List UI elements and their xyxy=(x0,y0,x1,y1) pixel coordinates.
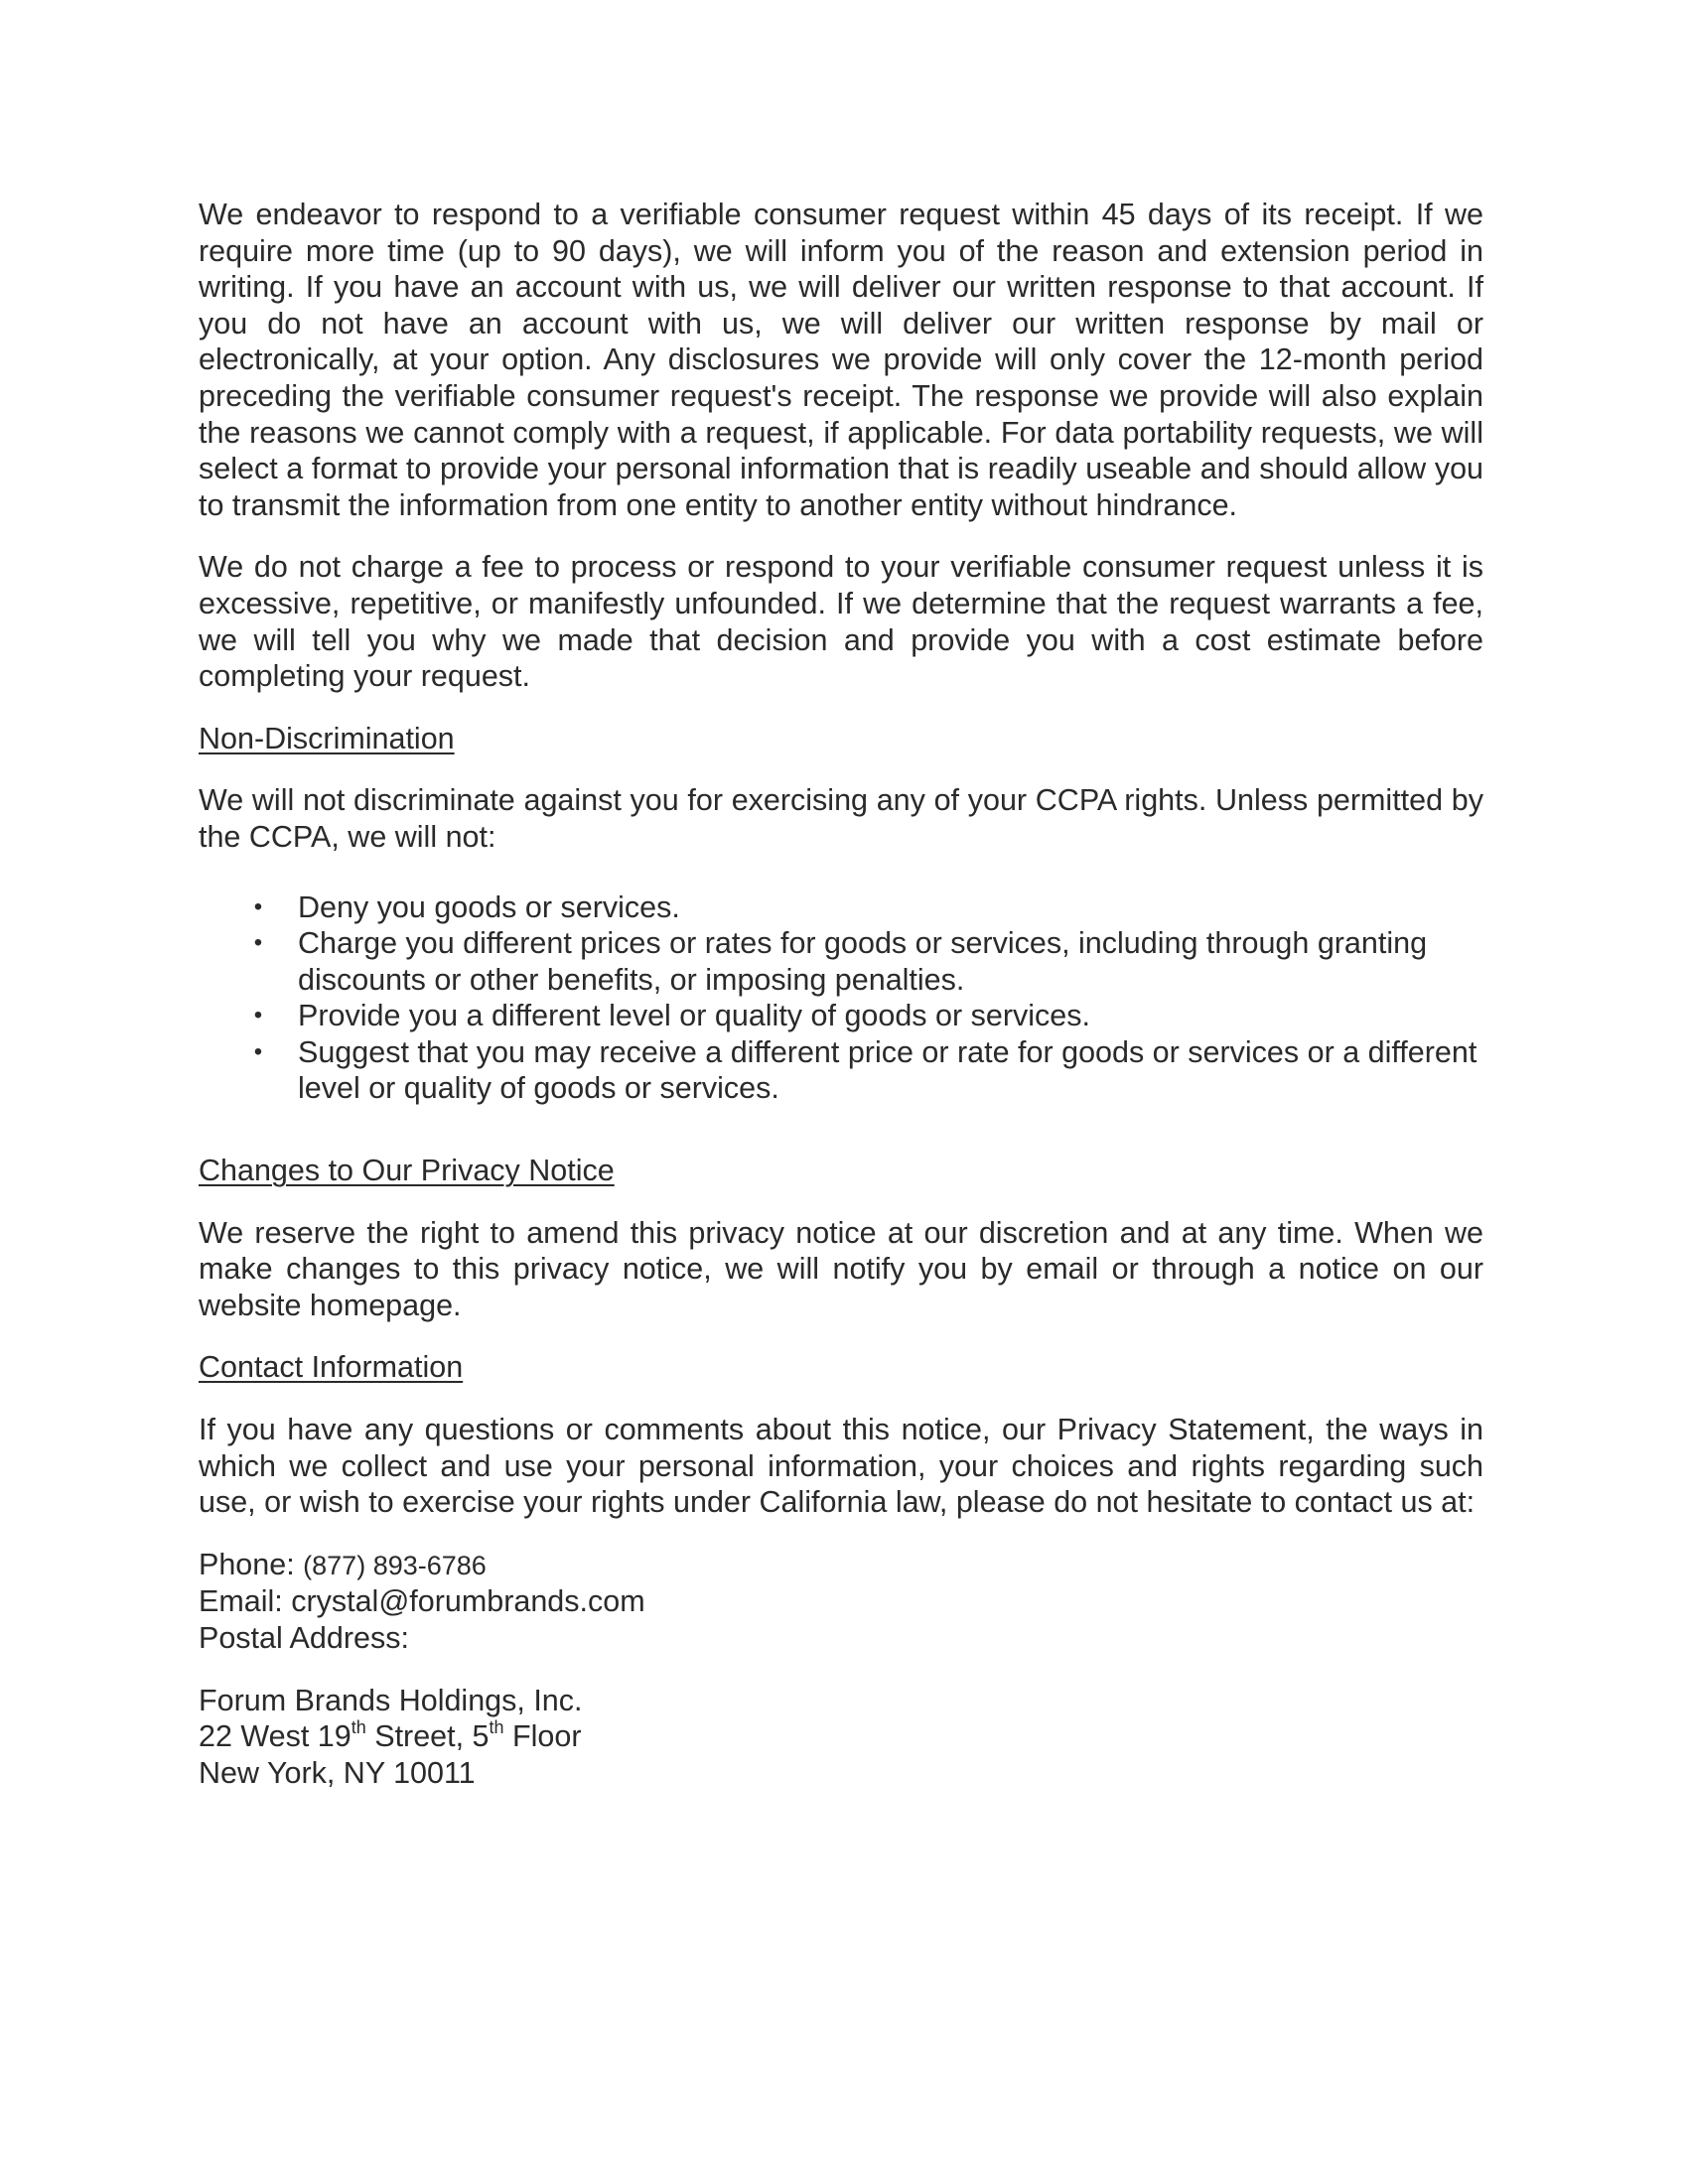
phone-number: (877) 893-6786 xyxy=(303,1550,487,1580)
non-discrimination-heading: Non-Discrimination xyxy=(199,721,455,755)
email-line xyxy=(199,1583,1483,1620)
street-ordinal-suffix: th xyxy=(351,1717,366,1738)
list-item-text: Provide you a different level or quality of goods or services. xyxy=(298,999,1090,1033)
non-discrimination-list xyxy=(199,889,1483,1108)
bullet-icon: • xyxy=(253,1037,263,1065)
bullet-icon: • xyxy=(253,929,263,957)
contact-details xyxy=(199,1547,1483,1657)
list-item-text: Suggest that you may receive a different price or rate for goods or services or a different level or quality of goods or services. xyxy=(298,1034,1477,1106)
phone-label: Phone: xyxy=(199,1547,304,1581)
city-line: New York, NY 10011 xyxy=(199,1755,476,1790)
street-number: 22 West 19 xyxy=(199,1719,352,1754)
phone-line xyxy=(199,1547,1483,1584)
changes-paragraph: We reserve the right to amend this privacy notice at our discretion and at any time. When we make changes to this privacy notice, we will notify you by email or through a notice on our website homepage. xyxy=(199,1215,1483,1322)
list-item xyxy=(199,925,1483,998)
fees-paragraph: We do not charge a fee to process or respond to your verifiable consumer request unless it is excessive, repetitive, or manifestly unfounded. If we determine that the request warrants a fee, we will tell you why we made that decision and provide you with a cost estimate before completing your request. xyxy=(199,550,1483,694)
bullet-icon: • xyxy=(253,892,263,920)
floor-word: Floor xyxy=(503,1719,582,1754)
contact-heading: Contact Information xyxy=(199,1350,464,1385)
changes-heading: Changes to Our Privacy Notice xyxy=(199,1154,615,1188)
postal-address-label: Postal Address: xyxy=(199,1621,409,1655)
document-page xyxy=(199,197,1483,1791)
list-item xyxy=(199,889,1483,926)
bullet-icon: • xyxy=(253,1002,263,1029)
company-name: Forum Brands Holdings, Inc. xyxy=(199,1683,583,1717)
list-item-text: Deny you goods or services. xyxy=(298,889,680,924)
list-item-text: Charge you different prices or rates for goods or services, including through granting discounts or other benefits, or imposing penalties. xyxy=(298,926,1428,997)
non-discrimination-intro: We will not discriminate against you for exercising any of your CCPA rights. Unless permitted by the CCPA, we will not: xyxy=(199,783,1483,854)
contact-paragraph: If you have any questions or comments about this notice, our Privacy Statement, the ways in which we collect and use your personal information, your choices and rights regarding such use, or wish to exercise your rights under California law, please do not hesitate to contact us at: xyxy=(199,1413,1483,1520)
list-item xyxy=(199,1034,1483,1107)
email-label: Email: xyxy=(199,1584,292,1619)
postal-address xyxy=(199,1683,1483,1792)
response-timing-paragraph: We endeavor to respond to a verifiable consumer request within 45 days of its receipt. If we require more time (up to 90 days), we will inform you of the reason and extension period in writing. If you have an account with us, we will deliver our written response to that account. If you do not have an account with us, we will deliver our written response by mail or electronically, at your option. Any disclosures we provide will only cover the 12-month period preceding the verifiable consumer request's receipt. The response we provide will also explain the reasons we cannot comply with a request, if applicable. For data portability requests, we will select a format to provide your personal information that is readily useable and should allow you to transmit the information from one entity to another entity without hindrance. xyxy=(199,198,1483,522)
street-line xyxy=(199,1718,1483,1755)
street-name: Street, 5 xyxy=(365,1719,490,1754)
email-address: crystal@forumbrands.com xyxy=(291,1584,645,1619)
list-item xyxy=(199,998,1483,1034)
floor-ordinal-suffix: th xyxy=(489,1717,504,1738)
